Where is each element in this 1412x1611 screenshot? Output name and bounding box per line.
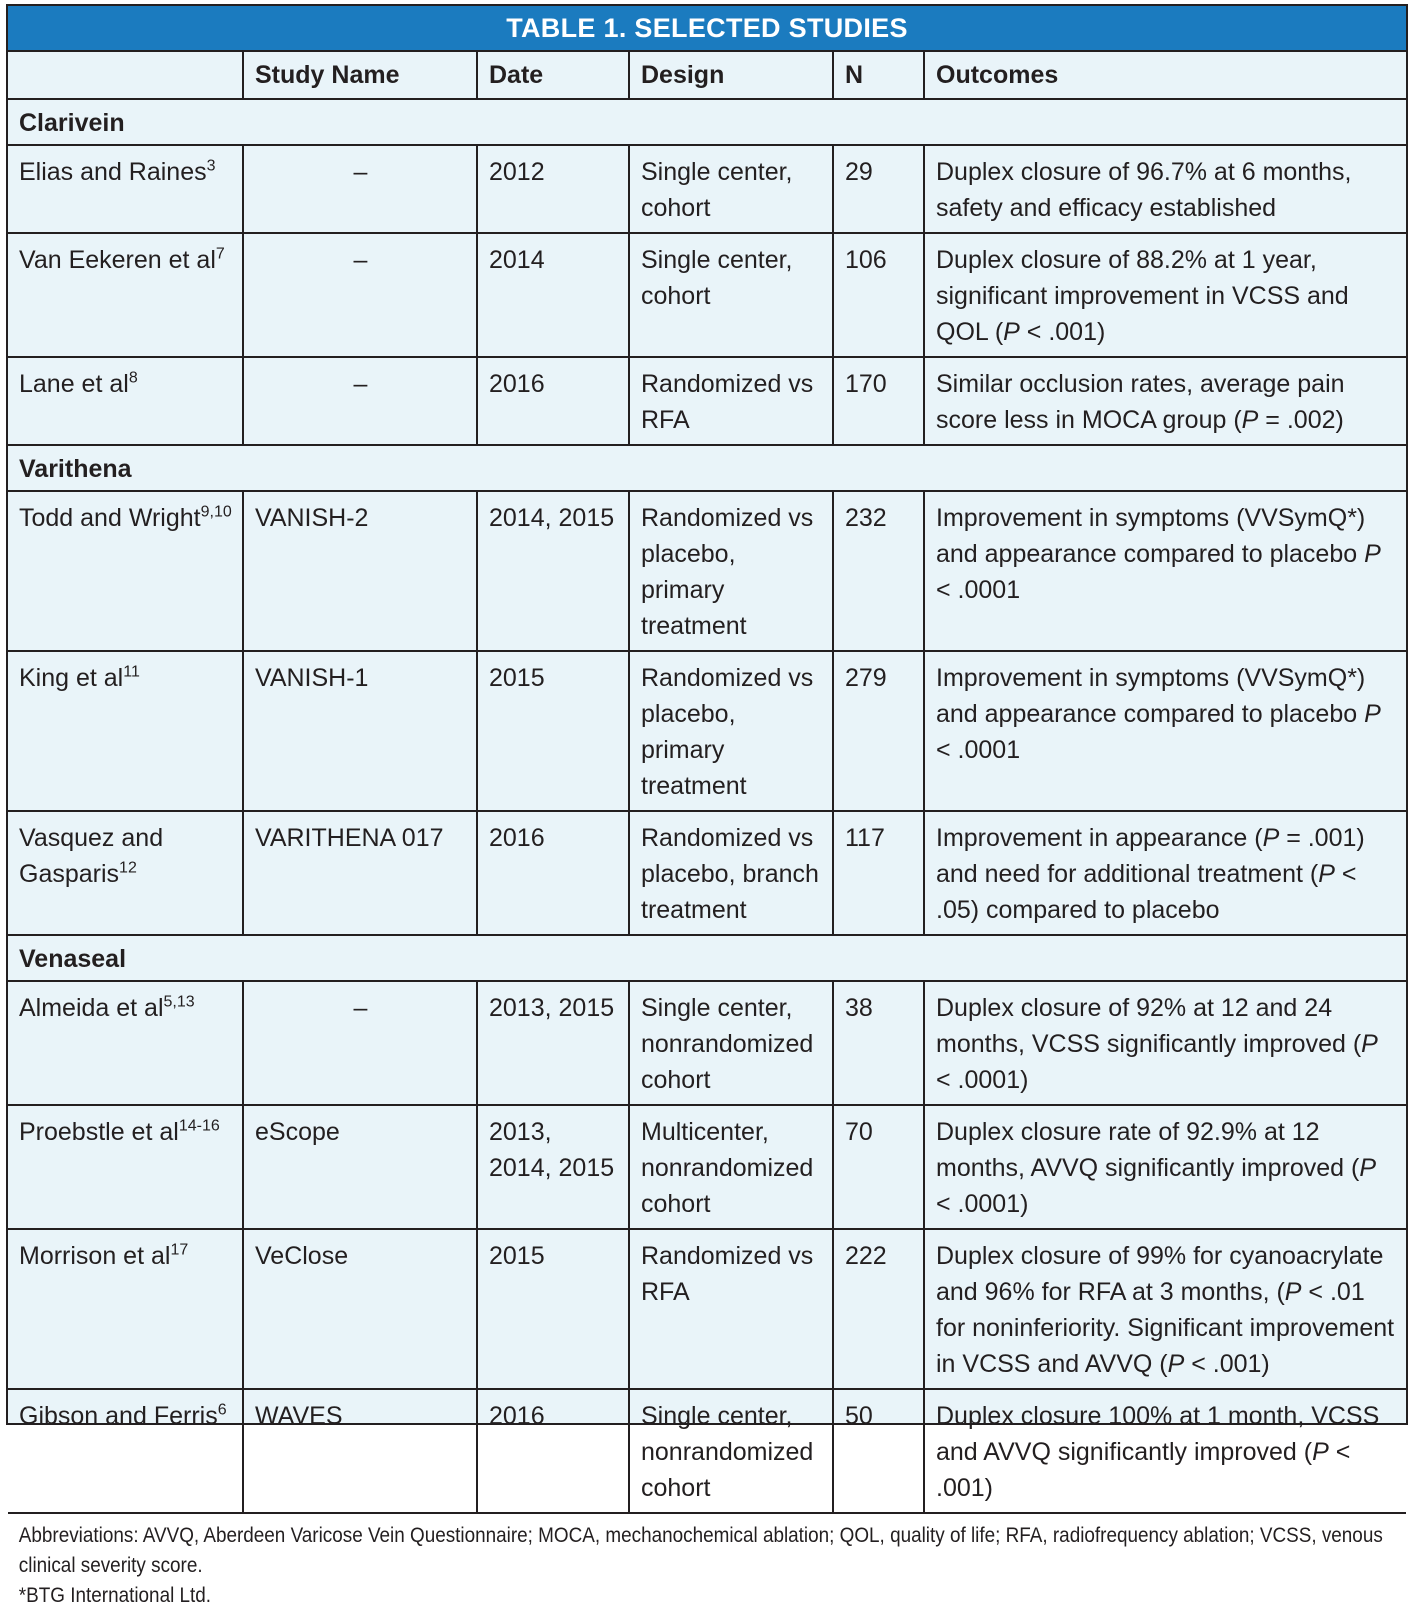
group-label: Clarivein: [8, 99, 1406, 145]
reference-number: 9,10: [200, 503, 232, 521]
p-value-symbol: P: [1364, 540, 1381, 568]
column-header-author: [8, 52, 243, 99]
abbreviations-note: Abbreviations: AVVQ, Aberdeen Varicose Vein Questionnaire; MOCA, mechanochemical ablation; QOL, quality of life; RFA, radiofrequency ablation; VCSS, venous clinical severity score.: [18, 1524, 1383, 1577]
cell-date: 2016: [477, 811, 629, 935]
table-body: [8, 99, 1406, 1513]
cell-study-name: –: [243, 357, 477, 445]
cell-author: [8, 1105, 243, 1229]
asterisk-note: *BTG International Ltd.: [18, 1584, 212, 1607]
table-row: [8, 651, 1406, 811]
outcome-text: < .001): [936, 1438, 1351, 1502]
author-name: Gibson and Ferris: [19, 1402, 218, 1430]
outcome-text: < .0001): [936, 1066, 1029, 1094]
p-value-symbol: P: [1241, 406, 1259, 434]
outcome-text: Duplex closure of 88.2% at 1 year, significant improvement in VCSS and QOL (: [936, 246, 1349, 346]
reference-number: 11: [123, 663, 140, 681]
cell-date: 2014, 2015: [477, 491, 629, 651]
cell-outcomes: [924, 491, 1406, 651]
cell-n: 117: [833, 811, 924, 935]
cell-design: Multicenter, nonrandomized cohort: [629, 1105, 833, 1229]
cell-n: 70: [833, 1105, 924, 1229]
cell-n: 50: [833, 1389, 924, 1513]
cell-study-name: VARITHENA 017: [243, 811, 477, 935]
cell-design: Single center, cohort: [629, 145, 833, 233]
group-label: Varithena: [8, 445, 1406, 491]
outcome-text: < .0001): [936, 1190, 1029, 1218]
author-name: Almeida et al: [19, 994, 164, 1022]
author-name: Lane et al: [19, 370, 129, 398]
cell-outcomes: [924, 1105, 1406, 1229]
outcome-text: Duplex closure 100% at 1 month, VCSS and AVVQ significantly improved (: [936, 1402, 1380, 1466]
cell-author: [8, 981, 243, 1105]
cell-study-name: WAVES: [243, 1389, 477, 1513]
table-row: [8, 491, 1406, 651]
cell-date: 2015: [477, 651, 629, 811]
table-row: [8, 1229, 1406, 1389]
outcome-text: Duplex closure of 96.7% at 6 months, safety and efficacy established: [936, 158, 1352, 222]
outcome-text: Improvement in appearance (: [936, 824, 1263, 852]
cell-outcomes: [924, 145, 1406, 233]
cell-design: Single center, cohort: [629, 233, 833, 357]
reference-number: 3: [206, 157, 216, 175]
cell-outcomes: [924, 651, 1406, 811]
cell-outcomes: [924, 357, 1406, 445]
reference-number: 14-16: [178, 1117, 220, 1135]
cell-n: 232: [833, 491, 924, 651]
group-row: [8, 99, 1406, 145]
cell-n: 222: [833, 1229, 924, 1389]
cell-design: Randomized vs RFA: [629, 1229, 833, 1389]
author-name: Vasquez and Gasparis: [19, 824, 164, 888]
reference-number: 8: [128, 369, 138, 387]
column-header-outcomes: Outcomes: [924, 52, 1406, 99]
table-row: [8, 1389, 1406, 1513]
cell-study-name: –: [243, 981, 477, 1105]
cell-author: [8, 145, 243, 233]
table-row: [8, 1105, 1406, 1229]
cell-n: 170: [833, 357, 924, 445]
outcome-text: Improvement in symptoms (VVSymQ*) and appearance compared to placebo: [936, 504, 1366, 568]
outcome-text: Duplex closure of 92% at 12 and 24 months, VCSS significantly improved (: [936, 994, 1362, 1058]
outcome-text: < .01 for noninferiority. Significant improvement in VCSS and AVVQ (: [936, 1278, 1395, 1378]
group-row: [8, 935, 1406, 981]
column-header-n: N: [833, 52, 924, 99]
cell-n: 29: [833, 145, 924, 233]
cell-date: 2016: [477, 357, 629, 445]
table-row: [8, 233, 1406, 357]
cell-date: 2013, 2014, 2015: [477, 1105, 629, 1229]
reference-number: 7: [215, 245, 225, 263]
table-row: [8, 357, 1406, 445]
cell-author: [8, 233, 243, 357]
cell-study-name: VANISH-1: [243, 651, 477, 811]
cell-design: Single center, nonrandomized cohort: [629, 1389, 833, 1513]
cell-author: [8, 1229, 243, 1389]
cell-study-name: –: [243, 145, 477, 233]
author-name: King et al: [19, 664, 124, 692]
group-row: [8, 445, 1406, 491]
cell-design: Single center, nonrandomized cohort: [629, 981, 833, 1105]
table-row: [8, 145, 1406, 233]
cell-outcomes: [924, 1389, 1406, 1513]
cell-study-name: VeClose: [243, 1229, 477, 1389]
reference-number: 17: [170, 1241, 189, 1259]
outcome-text: < .0001: [936, 736, 1021, 764]
studies-table: [8, 52, 1406, 1514]
cell-outcomes: [924, 811, 1406, 935]
cell-date: 2012: [477, 145, 629, 233]
outcome-text: Improvement in symptoms (VVSymQ*) and appearance compared to placebo: [936, 664, 1366, 728]
header-row: [8, 52, 1406, 99]
author-name: Todd and Wright: [19, 504, 201, 532]
cell-n: 106: [833, 233, 924, 357]
group-label: Venaseal: [8, 935, 1406, 981]
outcome-text: < .001): [1184, 1350, 1270, 1378]
cell-design: Randomized vs placebo, branch treatment: [629, 811, 833, 935]
cell-outcomes: [924, 981, 1406, 1105]
cell-date: 2014: [477, 233, 629, 357]
cell-author: [8, 651, 243, 811]
table-row: [8, 981, 1406, 1105]
p-value-symbol: P: [1359, 1154, 1377, 1182]
cell-design: Randomized vs placebo, primary treatment: [629, 491, 833, 651]
reference-number: 6: [217, 1401, 227, 1419]
p-value-symbol: P: [1284, 1278, 1302, 1306]
author-name: Morrison et al: [19, 1242, 171, 1270]
cell-design: Randomized vs placebo, primary treatment: [629, 651, 833, 811]
column-header-study-name: Study Name: [243, 52, 477, 99]
reference-number: 12: [119, 859, 137, 877]
outcome-text: < .0001: [936, 576, 1021, 604]
p-value-symbol: P: [1167, 1350, 1185, 1378]
author-name: Van Eekeren et al: [19, 246, 216, 274]
outcome-text: = .001) and need for additional treatment (: [936, 824, 1365, 888]
cell-date: 2013, 2015: [477, 981, 629, 1105]
p-value-symbol: P: [1312, 1438, 1329, 1466]
p-value-symbol: P: [1318, 860, 1335, 888]
cell-study-name: –: [243, 233, 477, 357]
outcome-text: = .002): [1258, 406, 1344, 434]
outcome-text: < .001): [1019, 318, 1106, 346]
cell-n: 279: [833, 651, 924, 811]
cell-date: 2016: [477, 1389, 629, 1513]
column-header-date: Date: [477, 52, 629, 99]
table-frame: [6, 4, 1408, 1607]
reference-number: 5,13: [163, 993, 195, 1011]
p-value-symbol: P: [1003, 318, 1020, 346]
cell-author: [8, 1389, 243, 1513]
table-title: TABLE 1. SELECTED STUDIES: [8, 6, 1406, 52]
outcome-text: Duplex closure of 99% for cyanoacrylate and 96% for RFA at 3 months, (: [936, 1242, 1384, 1306]
p-value-symbol: P: [1262, 824, 1280, 852]
p-value-symbol: P: [1361, 1030, 1378, 1058]
column-header-design: Design: [629, 52, 833, 99]
outcome-text: < .05) compared to placebo: [936, 860, 1357, 924]
cell-study-name: eScope: [243, 1105, 477, 1229]
cell-n: 38: [833, 981, 924, 1105]
cell-outcomes: [924, 1229, 1406, 1389]
table-row: [8, 811, 1406, 935]
outcome-text: Duplex closure rate of 92.9% at 12 months, AVVQ significantly improved (: [936, 1118, 1360, 1182]
outcome-text: Similar occlusion rates, average pain score less in MOCA group (: [936, 370, 1345, 434]
table-footnote: [8, 1514, 1398, 1611]
p-value-symbol: P: [1364, 700, 1381, 728]
author-name: Elias and Raines: [19, 158, 207, 186]
cell-author: [8, 491, 243, 651]
cell-author: [8, 811, 243, 935]
cell-date: 2015: [477, 1229, 629, 1389]
cell-study-name: VANISH-2: [243, 491, 477, 651]
author-name: Proebstle et al: [19, 1118, 179, 1146]
cell-design: Randomized vs RFA: [629, 357, 833, 445]
cell-outcomes: [924, 233, 1406, 357]
cell-author: [8, 357, 243, 445]
